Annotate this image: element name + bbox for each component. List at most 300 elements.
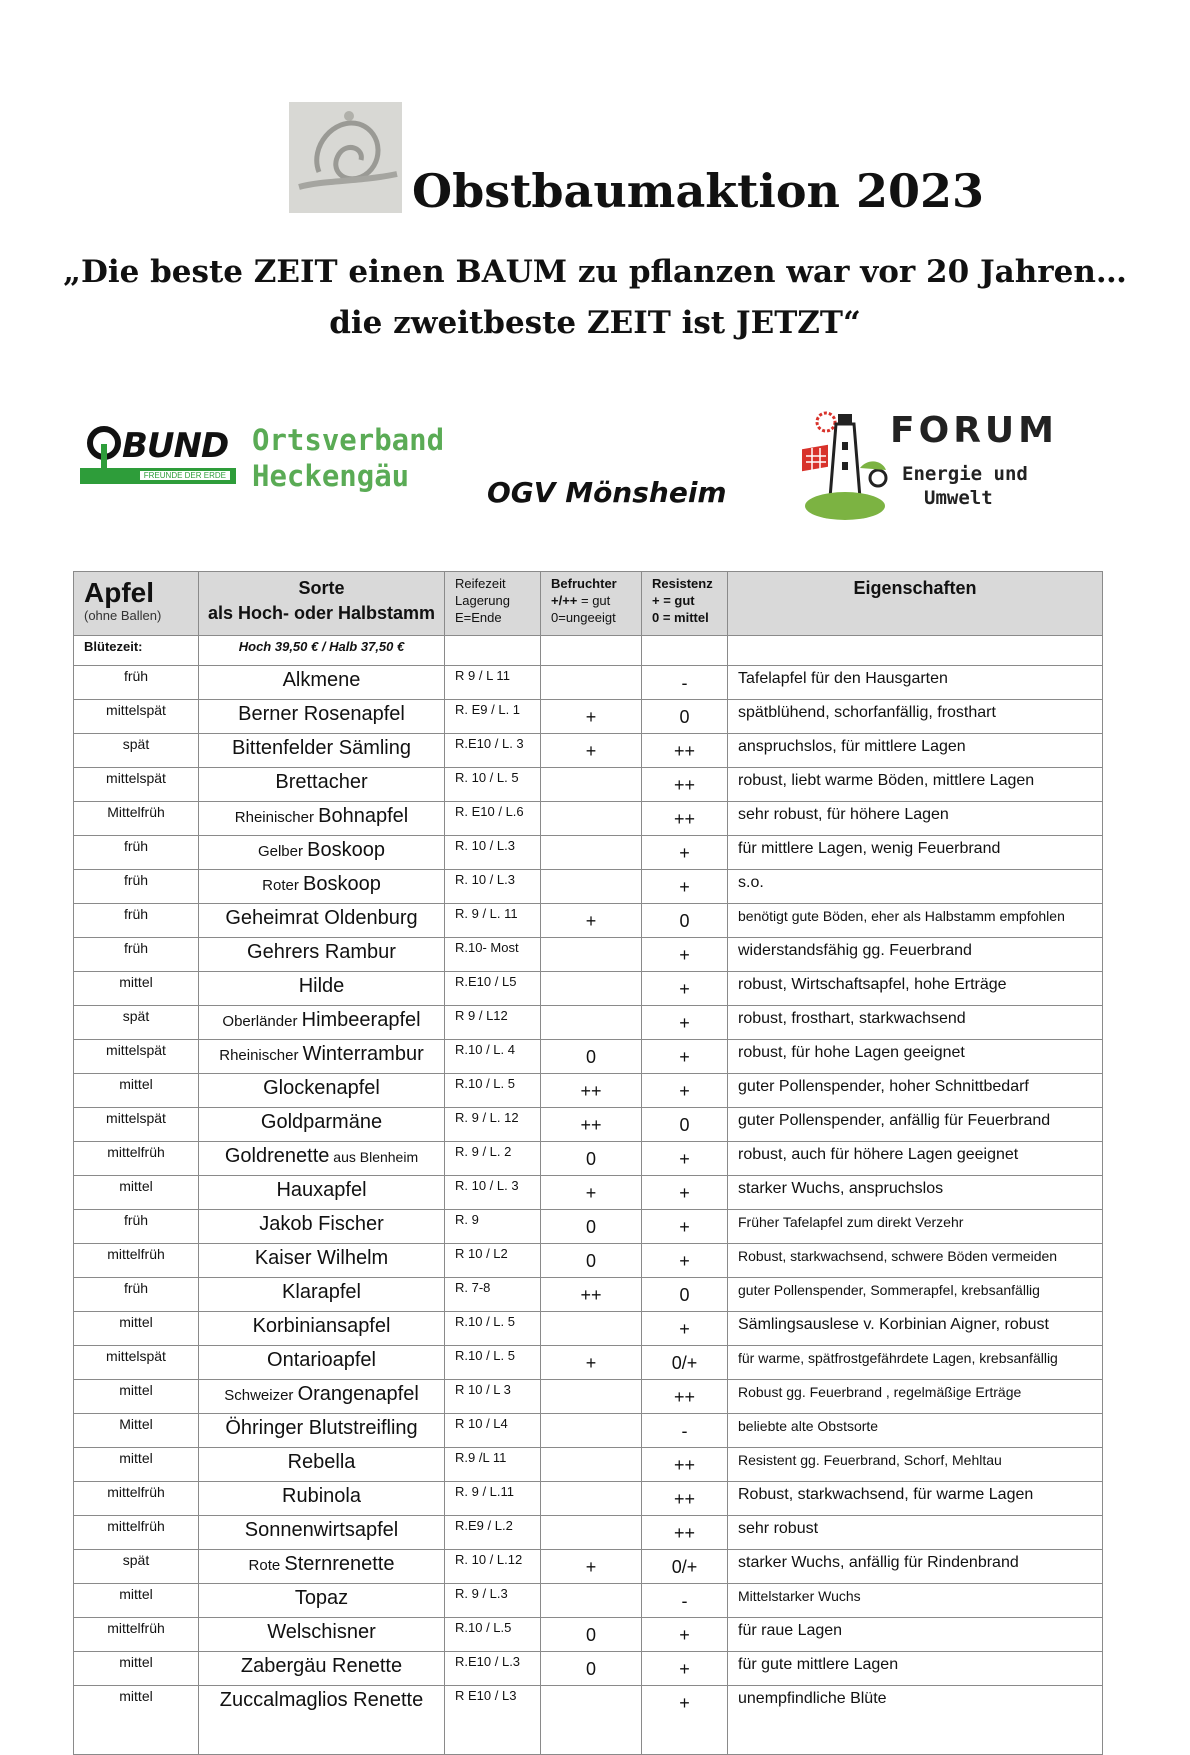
cell-befruchter: +: [541, 1346, 642, 1380]
cell-sorte: [199, 1686, 445, 1755]
cell-befruchter: +: [541, 1550, 642, 1584]
cell-eigenschaften: starker Wuchs, anspruchslos: [728, 1176, 1103, 1210]
cell-eigenschaften: Tafelapfel für den Hausgarten: [728, 666, 1103, 700]
table-row: [74, 802, 1103, 836]
quote-line-2: die zweitbeste ZEIT ist JETZT“: [329, 305, 861, 341]
header-befruchter: [541, 572, 642, 636]
cell-sorte: [199, 1652, 445, 1686]
sorte-name: Rebella: [287, 1451, 356, 1473]
header-apfel-title: Apfel: [84, 577, 154, 608]
cell-resistenz: +: [642, 1142, 728, 1176]
bund-name: BUND: [122, 426, 229, 466]
cell-sorte: [199, 1108, 445, 1142]
cell-resistenz: ++: [642, 1482, 728, 1516]
table-row: [74, 1210, 1103, 1244]
sorte-name: Brettacher: [275, 771, 368, 793]
sorte-prefix: Gelber: [257, 843, 308, 860]
cell-eigenschaften: guter Pollenspender, hoher Schnittbedarf: [728, 1074, 1103, 1108]
header-reife-line-2: Lagerung: [455, 593, 510, 608]
cell-eigenschaften: anspruchslos, für mittlere Lagen: [728, 734, 1103, 768]
cell-resistenz: ++: [642, 1516, 728, 1550]
cell-bluetezeit: mittelfrüh: [74, 1618, 199, 1652]
bund-org-name: [252, 422, 444, 494]
table-row: [74, 1040, 1103, 1074]
table-row: [74, 1244, 1103, 1278]
cell-bluetezeit: früh: [74, 1278, 199, 1312]
forum-subtitle-line-2: Umwelt: [924, 487, 993, 509]
cell-befruchter: [541, 870, 642, 904]
cell-resistenz: +: [642, 1244, 728, 1278]
table-row: [74, 1550, 1103, 1584]
header-resistenz: [642, 572, 728, 636]
sorte-name: Bittenfelder Sämling: [232, 737, 411, 759]
cell-bluetezeit: mittelfrüh: [74, 1244, 199, 1278]
cell-resistenz: +: [642, 1210, 728, 1244]
forum-subtitle-line-1: Energie und: [902, 463, 1028, 485]
cell-reifezeit: R. 10 / L.3: [445, 870, 541, 904]
header-befruchter-symbols: +/++: [551, 593, 578, 608]
cell-resistenz: 0/+: [642, 1346, 728, 1380]
header-resistenz-line-3: 0 = mittel: [652, 610, 709, 625]
cell-eigenschaften: spätblühend, schorfanfällig, frosthart: [728, 700, 1103, 734]
cell-bluetezeit: früh: [74, 666, 199, 700]
cell-reifezeit: R. 9 / L. 11: [445, 904, 541, 938]
table-row: [74, 870, 1103, 904]
sorte-name: Bohnapfel: [318, 805, 409, 827]
sorte-name: Hilde: [298, 975, 345, 997]
table-row: [74, 1108, 1103, 1142]
table-row: [74, 1686, 1103, 1755]
forum-logo: [798, 408, 1068, 520]
cell-sorte: [199, 666, 445, 700]
cell-eigenschaften: Mittelstarker Wuchs: [728, 1584, 1103, 1618]
cell-eigenschaften: Robust gg. Feuerbrand , regelmäßige Erträge: [728, 1380, 1103, 1414]
table-row: [74, 938, 1103, 972]
subheader-price: Hoch 39,50 € / Halb 37,50 €: [199, 636, 445, 666]
bund-org-line-1: Ortsverband: [252, 423, 445, 457]
cell-reifezeit: R. 10 / L. 5: [445, 768, 541, 802]
cell-befruchter: 0: [541, 1652, 642, 1686]
cell-reifezeit: R 10 / L2: [445, 1244, 541, 1278]
cell-sorte: [199, 1414, 445, 1448]
cell-resistenz: +: [642, 1686, 728, 1755]
cell-reifezeit: R.E10 / L. 3: [445, 734, 541, 768]
bund-tagline-bar: [80, 468, 236, 484]
header-eigenschaften-label: Eigenschaften: [853, 578, 977, 598]
cell-resistenz: +: [642, 1040, 728, 1074]
table-row: [74, 972, 1103, 1006]
cell-sorte: [199, 1550, 445, 1584]
cell-reifezeit: R.10 / L. 5: [445, 1074, 541, 1108]
cell-eigenschaften: robust, auch für höhere Lagen geeignet: [728, 1142, 1103, 1176]
sorte-name: Alkmene: [282, 669, 361, 691]
sorte-name: Rubinola: [282, 1485, 361, 1507]
cell-sorte: [199, 768, 445, 802]
cell-reifezeit: R 10 / L4: [445, 1414, 541, 1448]
cell-sorte: [199, 904, 445, 938]
cell-resistenz: +: [642, 1074, 728, 1108]
cell-resistenz: +: [642, 1618, 728, 1652]
cell-befruchter: [541, 1516, 642, 1550]
cell-bluetezeit: mittelspät: [74, 768, 199, 802]
cell-reifezeit: R. 7-8: [445, 1278, 541, 1312]
cell-eigenschaften: für warme, spätfrostgefährdete Lagen, krebsanfällig: [728, 1346, 1103, 1380]
cell-sorte: [199, 870, 445, 904]
cell-bluetezeit: Mittel: [74, 1414, 199, 1448]
cell-bluetezeit: mittelspät: [74, 700, 199, 734]
cell-befruchter: ++: [541, 1278, 642, 1312]
cell-bluetezeit: mittel: [74, 1312, 199, 1346]
cell-reifezeit: R.E9 / L.2: [445, 1516, 541, 1550]
table-row: [74, 836, 1103, 870]
cell-bluetezeit: mittelspät: [74, 1346, 199, 1380]
cell-reifezeit: R.10- Most: [445, 938, 541, 972]
cell-resistenz: ++: [642, 802, 728, 836]
sorte-name: Geheimrat Oldenburg: [225, 907, 418, 929]
cell-befruchter: 0: [541, 1618, 642, 1652]
cell-reifezeit: R. 9 / L.3: [445, 1584, 541, 1618]
cell-befruchter: 0: [541, 1040, 642, 1074]
bund-logo: [80, 418, 460, 508]
sorte-name: Korbiniansapfel: [252, 1315, 391, 1337]
cell-eigenschaften: benötigt gute Böden, eher als Halbstamm empfohlen: [728, 904, 1103, 938]
cell-resistenz: 0: [642, 1278, 728, 1312]
cell-bluetezeit: spät: [74, 734, 199, 768]
cell-bluetezeit: mittel: [74, 972, 199, 1006]
cell-bluetezeit: spät: [74, 1550, 199, 1584]
cell-bluetezeit: mittel: [74, 1074, 199, 1108]
cell-eigenschaften: robust, liebt warme Böden, mittlere Lagen: [728, 768, 1103, 802]
table-header-row: [74, 572, 1103, 636]
cell-resistenz: +: [642, 972, 728, 1006]
cell-sorte: [199, 1142, 445, 1176]
cell-reifezeit: R. 9 / L. 12: [445, 1108, 541, 1142]
cell-sorte: [199, 1176, 445, 1210]
sorte-name: Glockenapfel: [263, 1077, 380, 1099]
cell-sorte: [199, 802, 445, 836]
table-row: [74, 1312, 1103, 1346]
cell-befruchter: [541, 1584, 642, 1618]
cell-bluetezeit: mittelfrüh: [74, 1142, 199, 1176]
cell-sorte: [199, 1618, 445, 1652]
sorte-name: Gehrers Rambur: [247, 941, 396, 963]
cell-reifezeit: R 10 / L 3: [445, 1380, 541, 1414]
cell-sorte: [199, 1346, 445, 1380]
cell-bluetezeit: mittelspät: [74, 1040, 199, 1074]
cell-bluetezeit: mittelspät: [74, 1108, 199, 1142]
cell-resistenz: +: [642, 870, 728, 904]
cell-bluetezeit: früh: [74, 836, 199, 870]
cell-resistenz: ++: [642, 768, 728, 802]
table-row: [74, 1176, 1103, 1210]
cell-befruchter: ++: [541, 1074, 642, 1108]
cell-eigenschaften: für raue Lagen: [728, 1618, 1103, 1652]
cell-bluetezeit: mittel: [74, 1584, 199, 1618]
sorte-name: Berner Rosenapfel: [238, 703, 405, 725]
header-sorte-line-1: Sorte: [298, 578, 345, 598]
table-row: [74, 1652, 1103, 1686]
cell-eigenschaften: sehr robust, für höhere Lagen: [728, 802, 1103, 836]
sorte-prefix: Roter: [262, 877, 303, 894]
cell-resistenz: -: [642, 1584, 728, 1618]
cell-bluetezeit: mittel: [74, 1652, 199, 1686]
cell-sorte: [199, 836, 445, 870]
cell-sorte: [199, 1244, 445, 1278]
sorte-name: Boskoop: [303, 873, 381, 895]
cell-befruchter: [541, 802, 642, 836]
cell-bluetezeit: früh: [74, 938, 199, 972]
sorte-prefix: Rheinischer: [219, 1047, 303, 1064]
table-row: [74, 1278, 1103, 1312]
cell-resistenz: ++: [642, 734, 728, 768]
sorte-name: Sonnenwirtsapfel: [244, 1519, 399, 1541]
quote-line-1: „Die beste ZEIT einen BAUM zu pflanzen war vor 20 Jahren…: [63, 254, 1127, 290]
header-befruchter-gut: = gut: [577, 593, 611, 608]
cell-reifezeit: R. 9 / L.11: [445, 1482, 541, 1516]
cell-bluetezeit: früh: [74, 870, 199, 904]
cell-reifezeit: R.10 / L. 4: [445, 1040, 541, 1074]
sorte-suffix: aus Blenheim: [329, 1149, 419, 1165]
cell-sorte: [199, 1584, 445, 1618]
cell-bluetezeit: mittelfrüh: [74, 1482, 199, 1516]
cell-bluetezeit: mittel: [74, 1686, 199, 1755]
cell-befruchter: [541, 938, 642, 972]
table-row: [74, 734, 1103, 768]
cell-resistenz: +: [642, 1312, 728, 1346]
cell-befruchter: [541, 1380, 642, 1414]
cell-reifezeit: R. 10 / L. 3: [445, 1176, 541, 1210]
sorte-name: Jakob Fischer: [259, 1213, 384, 1235]
header-resistenz-line-1: Resistenz: [652, 576, 713, 591]
sorte-name: Kaiser Wilhelm: [254, 1247, 389, 1269]
cell-eigenschaften: Resistent gg. Feuerbrand, Schorf, Mehltau: [728, 1448, 1103, 1482]
cell-resistenz: ++: [642, 1448, 728, 1482]
cell-eigenschaften: für gute mittlere Lagen: [728, 1652, 1103, 1686]
cell-sorte: [199, 1516, 445, 1550]
cell-befruchter: [541, 1448, 642, 1482]
sorte-name: Goldrenette: [224, 1145, 330, 1167]
cell-sorte: [199, 1210, 445, 1244]
cell-eigenschaften: guter Pollenspender, anfällig für Feuerbrand: [728, 1108, 1103, 1142]
cell-befruchter: +: [541, 700, 642, 734]
cell-sorte: [199, 1482, 445, 1516]
table-row: [74, 1142, 1103, 1176]
subheader-empty: [728, 636, 1103, 666]
sorte-prefix: Oberländer: [222, 1013, 302, 1030]
cell-reifezeit: R E10 / L3: [445, 1686, 541, 1755]
cell-sorte: [199, 938, 445, 972]
cell-resistenz: 0: [642, 904, 728, 938]
table-row: [74, 1448, 1103, 1482]
cell-eigenschaften: robust, für hohe Lagen geeignet: [728, 1040, 1103, 1074]
sorte-prefix: Schweizer: [224, 1387, 298, 1404]
cell-sorte: [199, 1006, 445, 1040]
cell-befruchter: [541, 1312, 642, 1346]
cell-eigenschaften: Früher Tafelapfel zum direkt Verzehr: [728, 1210, 1103, 1244]
sorte-name: Topaz: [294, 1587, 349, 1609]
subheader-bluetezeit: Blütezeit:: [74, 636, 199, 666]
cell-bluetezeit: mittel: [74, 1176, 199, 1210]
header-reife: [445, 572, 541, 636]
cell-resistenz: 0: [642, 700, 728, 734]
forum-subtitle: [902, 462, 1028, 510]
table-row: [74, 768, 1103, 802]
cell-befruchter: [541, 768, 642, 802]
cell-sorte: [199, 1312, 445, 1346]
cell-eigenschaften: starker Wuchs, anfällig für Rindenbrand: [728, 1550, 1103, 1584]
cell-befruchter: ++: [541, 1108, 642, 1142]
table-subheader-row: [74, 636, 1103, 666]
cell-reifezeit: R.E10 / L.3: [445, 1652, 541, 1686]
cell-resistenz: +: [642, 938, 728, 972]
cell-befruchter: 0: [541, 1142, 642, 1176]
header-eigenschaften: [728, 572, 1103, 636]
ogv-label: OGV Mönsheim: [487, 476, 727, 509]
cell-resistenz: 0/+: [642, 1550, 728, 1584]
header-befruchter-line-1: Befruchter: [551, 576, 617, 591]
cell-eigenschaften: robust, Wirtschaftsapfel, hohe Erträge: [728, 972, 1103, 1006]
header-resistenz-line-2: + = gut: [652, 593, 695, 608]
sorte-name: Hauxapfel: [276, 1179, 367, 1201]
cell-bluetezeit: mittelfrüh: [74, 1516, 199, 1550]
cell-befruchter: 0: [541, 1210, 642, 1244]
cell-reifezeit: R. 10 / L.3: [445, 836, 541, 870]
cell-sorte: [199, 1278, 445, 1312]
cell-bluetezeit: Mittelfrüh: [74, 802, 199, 836]
cell-resistenz: +: [642, 1176, 728, 1210]
cell-eigenschaften: Robust, starkwachsend, für warme Lagen: [728, 1482, 1103, 1516]
table-row: [74, 1482, 1103, 1516]
table-row: [74, 904, 1103, 938]
cell-sorte: [199, 1380, 445, 1414]
sorte-name: Boskoop: [307, 839, 386, 861]
header-befruchter-line-3: 0=ungeeigt: [551, 610, 616, 625]
bund-tree-icon: [86, 426, 122, 470]
sorte-name: Zabergäu Renette: [240, 1655, 403, 1677]
cell-befruchter: [541, 1006, 642, 1040]
header-befruchter-line-2: [551, 592, 641, 609]
header-sorte: [199, 572, 445, 636]
cell-resistenz: +: [642, 1006, 728, 1040]
cell-reifezeit: R.9 /L 11: [445, 1448, 541, 1482]
cell-sorte: [199, 972, 445, 1006]
cell-eigenschaften: widerstandsfähig gg. Feuerbrand: [728, 938, 1103, 972]
cell-befruchter: [541, 836, 642, 870]
cell-reifezeit: R.E10 / L5: [445, 972, 541, 1006]
table-row: [74, 1516, 1103, 1550]
table-row: [74, 666, 1103, 700]
cell-eigenschaften: für mittlere Lagen, wenig Feuerbrand: [728, 836, 1103, 870]
apple-varieties-table: [73, 571, 1103, 1755]
cell-eigenschaften: robust, frosthart, starkwachsend: [728, 1006, 1103, 1040]
sorte-name: Klarapfel: [282, 1281, 361, 1303]
sorte-name: Welschisner: [267, 1621, 376, 1643]
cell-eigenschaften: s.o.: [728, 870, 1103, 904]
subheader-empty: [541, 636, 642, 666]
cell-bluetezeit: spät: [74, 1006, 199, 1040]
table-row: [74, 1006, 1103, 1040]
cell-bluetezeit: mittel: [74, 1380, 199, 1414]
forum-title: FORUM: [890, 410, 1058, 451]
header-apfel-sub: (ohne Ballen): [84, 608, 162, 623]
cell-befruchter: 0: [541, 1244, 642, 1278]
cell-reifezeit: R. 10 / L.12: [445, 1550, 541, 1584]
cell-resistenz: -: [642, 1414, 728, 1448]
cell-resistenz: 0: [642, 1108, 728, 1142]
sorte-name: Sternrenette: [284, 1553, 395, 1575]
cell-reifezeit: R. 9: [445, 1210, 541, 1244]
table-row: [74, 700, 1103, 734]
subheader-empty: [445, 636, 541, 666]
cell-eigenschaften: Sämlingsauslese v. Korbinian Aigner, robust: [728, 1312, 1103, 1346]
cell-eigenschaften: Robust, starkwachsend, schwere Böden vermeiden: [728, 1244, 1103, 1278]
cell-eigenschaften: sehr robust: [728, 1516, 1103, 1550]
cell-bluetezeit: früh: [74, 1210, 199, 1244]
cell-befruchter: +: [541, 1176, 642, 1210]
sorte-name: Zuccalmaglios Renette: [219, 1689, 424, 1711]
forum-lighthouse-icon: [798, 408, 893, 520]
bund-tagline: FREUNDE DER ERDE: [140, 471, 230, 480]
table-row: [74, 1346, 1103, 1380]
cell-bluetezeit: früh: [74, 904, 199, 938]
sorte-name: Himbeerapfel: [301, 1009, 421, 1031]
cell-reifezeit: R 9 / L12: [445, 1006, 541, 1040]
cell-befruchter: [541, 1482, 642, 1516]
table-row: [74, 1414, 1103, 1448]
cell-resistenz: +: [642, 1652, 728, 1686]
cell-eigenschaften: unempfindliche Blüte: [728, 1686, 1103, 1755]
sorte-prefix: Rote: [248, 1557, 285, 1574]
cell-sorte: [199, 700, 445, 734]
sorte-prefix: Rheinischer: [234, 809, 319, 826]
sorte-name: Goldparmäne: [260, 1111, 383, 1133]
sorte-name: Ontarioapfel: [267, 1349, 376, 1371]
table-row: [74, 1074, 1103, 1108]
cell-reifezeit: R. 9 / L. 2: [445, 1142, 541, 1176]
header-reife-line-3: E=Ende: [455, 610, 502, 625]
bund-org-line-2: Heckengäu: [252, 459, 410, 493]
cell-resistenz: -: [642, 666, 728, 700]
sorte-name: Winterrambur: [302, 1043, 424, 1065]
cell-bluetezeit: mittel: [74, 1448, 199, 1482]
cell-reifezeit: R. E10 / L.6: [445, 802, 541, 836]
cell-reifezeit: R.10 / L. 5: [445, 1346, 541, 1380]
cell-reifezeit: R.10 / L.5: [445, 1618, 541, 1652]
cell-befruchter: +: [541, 904, 642, 938]
cell-sorte: [199, 1074, 445, 1108]
cell-sorte: [199, 1040, 445, 1074]
subheader-empty: [642, 636, 728, 666]
header-reife-line-1: Reifezeit: [455, 576, 506, 591]
cell-befruchter: [541, 1414, 642, 1448]
cell-sorte: [199, 734, 445, 768]
header-sorte-line-2: als Hoch- oder Halbstamm: [207, 603, 436, 623]
cell-sorte: [199, 1448, 445, 1482]
cell-befruchter: [541, 666, 642, 700]
cell-befruchter: +: [541, 734, 642, 768]
cell-resistenz: +: [642, 836, 728, 870]
table-row: [74, 1618, 1103, 1652]
table-row: [74, 1584, 1103, 1618]
page-title: Obstbaumaktion 2023: [412, 164, 985, 218]
cell-reifezeit: R 9 / L 11: [445, 666, 541, 700]
cell-befruchter: [541, 972, 642, 1006]
cell-reifezeit: R.10 / L. 5: [445, 1312, 541, 1346]
header-apfel: [74, 572, 199, 636]
cell-eigenschaften: guter Pollenspender, Sommerapfel, krebsanfällig: [728, 1278, 1103, 1312]
cell-eigenschaften: beliebte alte Obstsorte: [728, 1414, 1103, 1448]
sorte-name: Orangenapfel: [297, 1383, 419, 1405]
